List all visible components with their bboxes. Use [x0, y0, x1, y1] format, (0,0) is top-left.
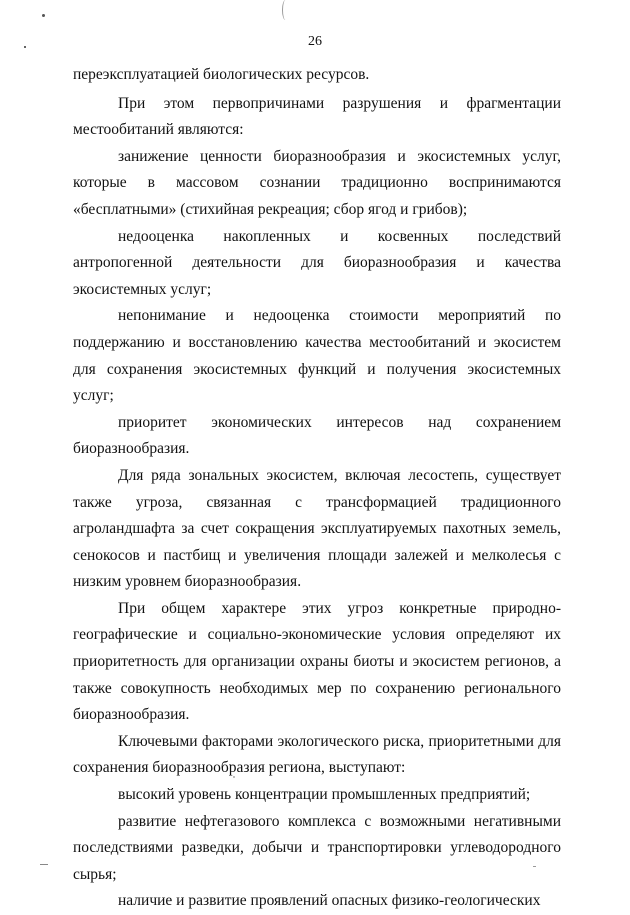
paragraph: переэксплуатацией биологических ресурсов.: [73, 66, 370, 83]
paragraph: занижение ценности биоразнообразия и экосистемных услуг, которые в массовом сознании традиционно воспринимаются «бесплатными» (стихийная рекреация; сбор ягод и грибов);: [73, 147, 561, 218]
paragraph: Для ряда зональных экосистем, включая лесостепь, существует также угроза, связанная с трансформацией традиционного агроландшафта за счет сокращения эксплуатируемых пахотных земель, сенокосов и пастбищ и увеличения площади залежей и мелколесья с низким уровнем биоразнообразия.: [73, 466, 561, 591]
paragraph: При этом первопричинами разрушения и фрагментации местообитаний являются:: [73, 94, 561, 139]
scan-artifact: [282, 0, 289, 20]
paragraph: наличие и развитие проявлений опасных физико-геологических: [118, 892, 541, 910]
paragraph: приоритет экономических интересов над сохранением биоразнообразия.: [73, 413, 561, 458]
paragraph: Ключевыми факторами экологического риска, приоритетными для сохранения биоразнообразия региона, выступают:: [73, 732, 561, 777]
page-number: 26: [308, 34, 322, 49]
paragraph: недооценка накопленных и косвенных последствий антропогенной деятельности для биоразнообразия и качества экосистемных услуг;: [73, 227, 561, 298]
text-body: [73, 62, 561, 915]
paragraph: непонимание и недооценка стоимости мероприятий по поддержанию и восстановлению качества местообитаний и экосистем для сохранения экосистемных функций и получения экосистемных услуг;: [73, 307, 561, 405]
paragraph: высокий уровень концентрации промышленных предприятий;: [118, 786, 531, 804]
paragraph: развитие нефтегазового комплекса с возможными негативными последствиями разведки, добычи и транспортировки углеводородного сырья;: [73, 812, 561, 883]
paragraph: При общем характере этих угроз конкретные природно-географические и социально-экономические условия определяют их приоритетность для организации охраны биоты и экосистем регионов, а также совокупность необходимых мер по сохранению регионального биоразнообразия.: [73, 599, 561, 724]
scan-artifact: [40, 864, 48, 865]
scan-artifact: [42, 14, 45, 17]
